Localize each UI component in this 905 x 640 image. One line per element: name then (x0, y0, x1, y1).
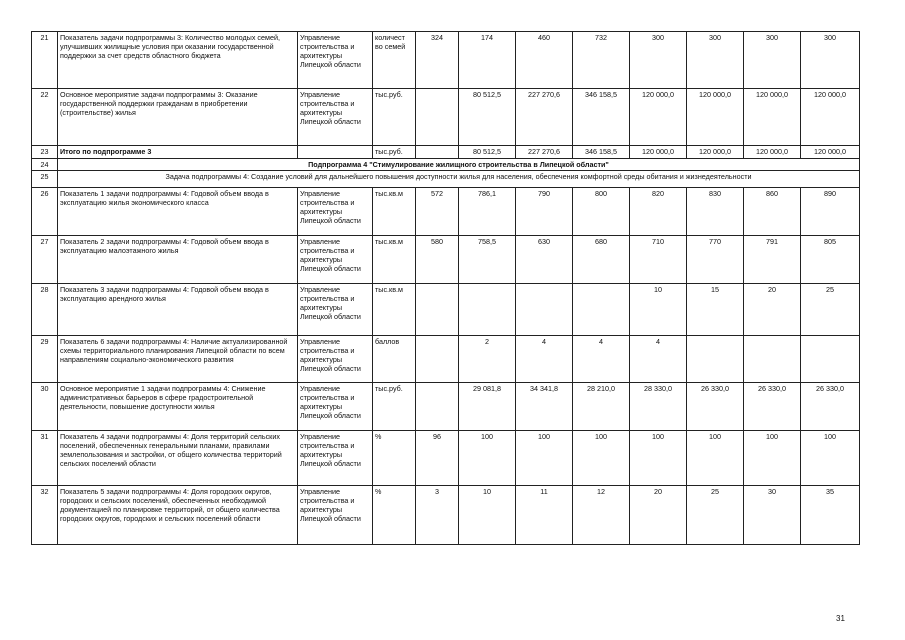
table-row (32, 284, 860, 336)
value-cell: 300 (744, 32, 801, 89)
unit-of-measure: тыс.кв.м (373, 236, 416, 284)
value-cell (459, 284, 516, 336)
value-cell: 791 (744, 236, 801, 284)
indicator-name: Основное мероприятие 1 задачи подпрограммы 4: Снижение административных барьеров в сфере градостроительной деятельности, повышение доступности жилья (58, 383, 298, 431)
value-cell: 805 (801, 236, 860, 284)
value-cell: 26 330,0 (801, 383, 860, 431)
responsible-executor: Управление строительства и архитектуры Липецкой области (298, 431, 373, 486)
value-cell: 346 158,5 (573, 89, 630, 146)
value-cell: 100 (687, 431, 744, 486)
value-cell (416, 89, 459, 146)
indicator-name: Итого по подпрограмме 3 (58, 146, 298, 159)
indicator-name: Показатель задачи подпрограммы 3: Количество молодых семей, улучшивших жилищные условия при оказании государственной поддержки за счет средств областного бюджета (58, 32, 298, 89)
page-number: 31 (836, 614, 845, 623)
value-cell (516, 284, 573, 336)
value-cell (416, 383, 459, 431)
value-cell: 2 (459, 336, 516, 383)
responsible-executor: Управление строительства и архитектуры Липецкой области (298, 284, 373, 336)
value-cell: 300 (630, 32, 687, 89)
unit-of-measure: тыс.руб. (373, 383, 416, 431)
value-cell: 460 (516, 32, 573, 89)
responsible-executor: Управление строительства и архитектуры Липецкой области (298, 336, 373, 383)
value-cell: 820 (630, 188, 687, 236)
indicators-table (31, 31, 860, 545)
table-body (32, 32, 860, 545)
value-cell: 96 (416, 431, 459, 486)
table-row (32, 171, 860, 188)
table-row (32, 236, 860, 284)
value-cell: 3 (416, 486, 459, 545)
row-number: 27 (32, 236, 58, 284)
task-heading: Задача подпрограммы 4: Создание условий для дальнейшего повышения доступности жилья для населения, обеспечения комфортной среды обитания и жизнедеятельности (58, 171, 860, 188)
unit-of-measure: тыс.руб. (373, 146, 416, 159)
value-cell: 12 (573, 486, 630, 545)
responsible-executor: Управление строительства и архитектуры Липецкой области (298, 188, 373, 236)
row-number: 22 (32, 89, 58, 146)
responsible-executor: Управление строительства и архитектуры Липецкой области (298, 383, 373, 431)
row-number: 30 (32, 383, 58, 431)
value-cell: 25 (801, 284, 860, 336)
value-cell: 29 081,8 (459, 383, 516, 431)
value-cell: 800 (573, 188, 630, 236)
indicator-name: Показатель 1 задачи подпрограммы 4: Годовой объем ввода в эксплуатацию жилья экономического класса (58, 188, 298, 236)
value-cell (416, 146, 459, 159)
value-cell: 680 (573, 236, 630, 284)
unit-of-measure: тыс.кв.м (373, 188, 416, 236)
unit-of-measure: тыс.руб. (373, 89, 416, 146)
row-number: 24 (32, 159, 58, 171)
value-cell: 80 512,5 (459, 146, 516, 159)
row-number: 28 (32, 284, 58, 336)
value-cell: 20 (630, 486, 687, 545)
value-cell: 26 330,0 (744, 383, 801, 431)
responsible-executor: Управление строительства и архитектуры Липецкой области (298, 486, 373, 545)
table-row (32, 89, 860, 146)
value-cell: 100 (573, 431, 630, 486)
unit-of-measure: % (373, 486, 416, 545)
indicator-name: Показатель 4 задачи подпрограммы 4: Доля территорий сельских поселений, обеспеченных генеральными планами, правилами землепользования и застройки, от общего количества территорий сельских поселений области (58, 431, 298, 486)
value-cell: 4 (516, 336, 573, 383)
value-cell: 28 330,0 (630, 383, 687, 431)
value-cell: 120 000,0 (744, 146, 801, 159)
value-cell: 572 (416, 188, 459, 236)
value-cell: 10 (459, 486, 516, 545)
value-cell: 20 (744, 284, 801, 336)
table-row (32, 486, 860, 545)
row-number: 31 (32, 431, 58, 486)
value-cell: 4 (630, 336, 687, 383)
value-cell: 100 (516, 431, 573, 486)
table-row (32, 32, 860, 89)
value-cell (801, 336, 860, 383)
value-cell: 758,5 (459, 236, 516, 284)
value-cell: 34 341,8 (516, 383, 573, 431)
value-cell: 30 (744, 486, 801, 545)
row-number: 29 (32, 336, 58, 383)
value-cell: 346 158,5 (573, 146, 630, 159)
table-row (32, 188, 860, 236)
value-cell: 630 (516, 236, 573, 284)
value-cell (573, 284, 630, 336)
responsible-executor: Управление строительства и архитектуры Липецкой области (298, 32, 373, 89)
value-cell: 100 (801, 431, 860, 486)
responsible-executor (298, 146, 373, 159)
value-cell: 300 (801, 32, 860, 89)
value-cell: 28 210,0 (573, 383, 630, 431)
value-cell: 324 (416, 32, 459, 89)
value-cell: 732 (573, 32, 630, 89)
indicator-name: Показатель 2 задачи подпрограммы 4: Годовой объем ввода в эксплуатацию малоэтажного жилья (58, 236, 298, 284)
value-cell: 35 (801, 486, 860, 545)
value-cell: 120 000,0 (630, 146, 687, 159)
value-cell: 11 (516, 486, 573, 545)
value-cell: 174 (459, 32, 516, 89)
value-cell: 580 (416, 236, 459, 284)
value-cell: 100 (630, 431, 687, 486)
value-cell: 227 270,6 (516, 146, 573, 159)
table-row (32, 159, 860, 171)
row-number: 21 (32, 32, 58, 89)
value-cell: 80 512,5 (459, 89, 516, 146)
table-row (32, 336, 860, 383)
indicator-name: Показатель 5 задачи подпрограммы 4: Доля городских округов, городских и сельских поселений, обеспеченных необходимой документацией по планировке территорий, от общего количества городских округов, городских и сельских поселений области (58, 486, 298, 545)
unit-of-measure: баллов (373, 336, 416, 383)
value-cell: 120 000,0 (801, 89, 860, 146)
value-cell: 227 270,6 (516, 89, 573, 146)
value-cell: 26 330,0 (687, 383, 744, 431)
value-cell: 890 (801, 188, 860, 236)
unit-of-measure: количест во семей (373, 32, 416, 89)
value-cell: 120 000,0 (630, 89, 687, 146)
value-cell (687, 336, 744, 383)
subprogram-heading: Подпрограмма 4 "Стимулирование жилищного строительства в Липецкой области" (58, 159, 860, 171)
value-cell: 300 (687, 32, 744, 89)
row-number: 25 (32, 171, 58, 188)
value-cell: 710 (630, 236, 687, 284)
indicator-name: Показатель 6 задачи подпрограммы 4: Наличие актуализированной схемы территориального планирования Липецкой области по всем направлениям социально-экономического развития (58, 336, 298, 383)
row-number: 26 (32, 188, 58, 236)
table-row (32, 146, 860, 159)
value-cell: 120 000,0 (744, 89, 801, 146)
value-cell: 120 000,0 (801, 146, 860, 159)
value-cell: 120 000,0 (687, 146, 744, 159)
table-row (32, 383, 860, 431)
value-cell: 100 (744, 431, 801, 486)
indicator-name: Показатель 3 задачи подпрограммы 4: Годовой объем ввода в эксплуатацию арендного жилья (58, 284, 298, 336)
value-cell: 4 (573, 336, 630, 383)
value-cell: 860 (744, 188, 801, 236)
unit-of-measure: % (373, 431, 416, 486)
value-cell (416, 284, 459, 336)
value-cell: 830 (687, 188, 744, 236)
responsible-executor: Управление строительства и архитектуры Липецкой области (298, 89, 373, 146)
table-row (32, 431, 860, 486)
unit-of-measure: тыс.кв.м (373, 284, 416, 336)
indicator-name: Основное мероприятие задачи подпрограммы 3: Оказание государственной поддержки гражданам в приобретении (строительстве) жилья (58, 89, 298, 146)
value-cell: 100 (459, 431, 516, 486)
value-cell: 770 (687, 236, 744, 284)
value-cell: 10 (630, 284, 687, 336)
value-cell (416, 336, 459, 383)
value-cell (744, 336, 801, 383)
row-number: 23 (32, 146, 58, 159)
value-cell: 786,1 (459, 188, 516, 236)
responsible-executor: Управление строительства и архитектуры Липецкой области (298, 236, 373, 284)
value-cell: 25 (687, 486, 744, 545)
value-cell: 120 000,0 (687, 89, 744, 146)
row-number: 32 (32, 486, 58, 545)
value-cell: 790 (516, 188, 573, 236)
value-cell: 15 (687, 284, 744, 336)
